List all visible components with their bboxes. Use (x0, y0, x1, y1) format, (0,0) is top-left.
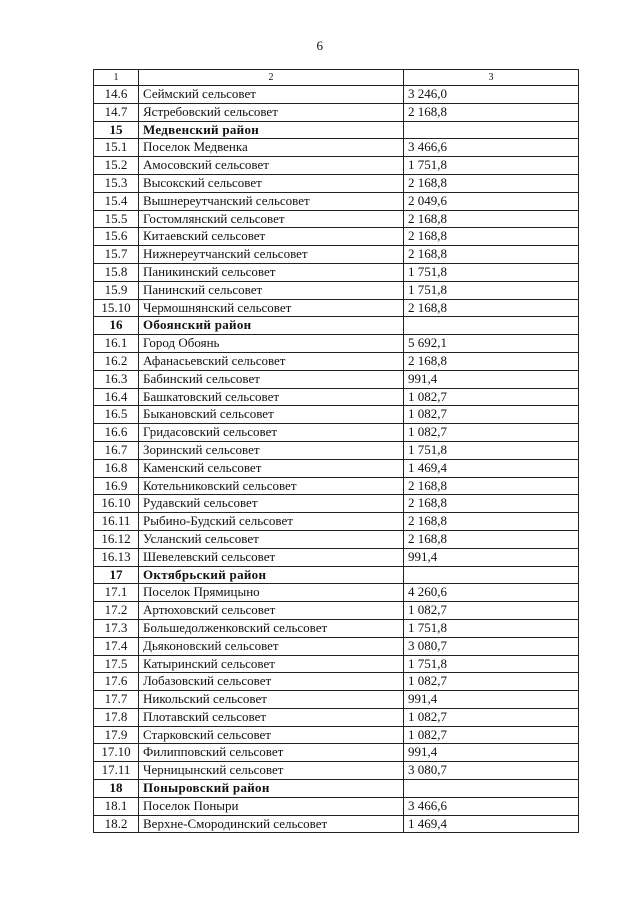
row-number: 15.7 (94, 246, 139, 264)
row-value: 2 168,8 (404, 513, 579, 531)
row-number: 15.5 (94, 210, 139, 228)
table-row (94, 744, 579, 762)
settlement-name: Каменский сельсовет (139, 459, 404, 477)
row-number: 16.13 (94, 548, 139, 566)
table-row (94, 726, 579, 744)
column-header-name: 2 (139, 70, 404, 86)
district-row (94, 317, 579, 335)
row-value: 1 469,4 (404, 815, 579, 833)
column-header-number: 1 (94, 70, 139, 86)
table-row (94, 299, 579, 317)
table-row (94, 548, 579, 566)
settlement-name: Поселок Прямицыно (139, 584, 404, 602)
table-row (94, 637, 579, 655)
row-number: 18.2 (94, 815, 139, 833)
row-number: 18.1 (94, 797, 139, 815)
row-value: 2 168,8 (404, 103, 579, 121)
settlement-name: Бабинский сельсовет (139, 370, 404, 388)
settlement-name: Верхне-Смородинский сельсовет (139, 815, 404, 833)
row-number: 17.1 (94, 584, 139, 602)
row-value: 1 082,7 (404, 673, 579, 691)
row-number: 16.1 (94, 335, 139, 353)
row-number: 16.10 (94, 495, 139, 513)
settlement-name: Гридасовский сельсовет (139, 424, 404, 442)
table-row (94, 174, 579, 192)
row-value: 991,4 (404, 370, 579, 388)
row-value: 2 168,8 (404, 210, 579, 228)
settlement-name: Амосовский сельсовет (139, 157, 404, 175)
table-row (94, 602, 579, 620)
table-row (94, 424, 579, 442)
row-number: 17.2 (94, 602, 139, 620)
settlement-name: Панинский сельсовет (139, 281, 404, 299)
settlement-name: Сеймский сельсовет (139, 86, 404, 104)
table-row (94, 459, 579, 477)
settlement-name: Никольский сельсовет (139, 691, 404, 709)
table-row (94, 86, 579, 104)
row-value: 2 168,8 (404, 477, 579, 495)
table-row (94, 103, 579, 121)
row-number: 15.8 (94, 263, 139, 281)
row-number: 15.6 (94, 228, 139, 246)
settlement-name: Высокский сельсовет (139, 174, 404, 192)
table-body (94, 86, 579, 833)
row-value: 1 082,7 (404, 406, 579, 424)
table-row (94, 691, 579, 709)
settlement-name: Паникинский сельсовет (139, 263, 404, 281)
settlement-name: Шевелевский сельсовет (139, 548, 404, 566)
table-row (94, 210, 579, 228)
row-value: 1 469,4 (404, 459, 579, 477)
row-number: 17.7 (94, 691, 139, 709)
row-value: 1 751,8 (404, 441, 579, 459)
table-row (94, 584, 579, 602)
row-value: 2 168,8 (404, 299, 579, 317)
settlement-name: Зоринский сельсовет (139, 441, 404, 459)
settlement-name: Артюховский сельсовет (139, 602, 404, 620)
district-row (94, 121, 579, 139)
settlement-name: Быкановский сельсовет (139, 406, 404, 424)
row-value: 2 168,8 (404, 228, 579, 246)
row-value: 3 080,7 (404, 762, 579, 780)
settlement-name: Плотавский сельсовет (139, 708, 404, 726)
table-row (94, 655, 579, 673)
row-value: 1 751,8 (404, 281, 579, 299)
row-value: 5 692,1 (404, 335, 579, 353)
district-name: Медвенский район (139, 121, 404, 139)
table-row (94, 157, 579, 175)
row-number: 17.10 (94, 744, 139, 762)
row-number: 16.2 (94, 352, 139, 370)
settlement-name: Рыбино-Будский сельсовет (139, 513, 404, 531)
table-row (94, 513, 579, 531)
row-value (404, 121, 579, 139)
row-number: 16.3 (94, 370, 139, 388)
settlement-name: Котельниковский сельсовет (139, 477, 404, 495)
table-row (94, 246, 579, 264)
row-value: 3 466,6 (404, 139, 579, 157)
row-number: 15.10 (94, 299, 139, 317)
row-value: 2 168,8 (404, 530, 579, 548)
settlement-name: Город Обоянь (139, 335, 404, 353)
settlement-name: Лобазовский сельсовет (139, 673, 404, 691)
table-row (94, 797, 579, 815)
settlement-name: Усланский сельсовет (139, 530, 404, 548)
table-row (94, 619, 579, 637)
table-header-row (94, 70, 579, 86)
district-row (94, 780, 579, 798)
row-value: 991,4 (404, 744, 579, 762)
district-name: Поныровский район (139, 780, 404, 798)
row-value: 2 168,8 (404, 352, 579, 370)
row-value: 3 080,7 (404, 637, 579, 655)
row-value (404, 566, 579, 584)
table-row (94, 370, 579, 388)
table-row (94, 708, 579, 726)
settlement-name: Поселок Медвенка (139, 139, 404, 157)
row-number: 17.11 (94, 762, 139, 780)
column-header-value: 3 (404, 70, 579, 86)
row-number: 15.3 (94, 174, 139, 192)
table-row (94, 139, 579, 157)
settlement-name: Катыринский сельсовет (139, 655, 404, 673)
table-row (94, 352, 579, 370)
table-row (94, 441, 579, 459)
settlement-name: Нижнереутчанский сельсовет (139, 246, 404, 264)
row-number: 17.8 (94, 708, 139, 726)
row-value: 2 168,8 (404, 174, 579, 192)
table-row (94, 192, 579, 210)
district-name: Октябрьский район (139, 566, 404, 584)
table-row (94, 228, 579, 246)
table-row (94, 281, 579, 299)
row-number: 15.4 (94, 192, 139, 210)
row-number: 17 (94, 566, 139, 584)
row-number: 15 (94, 121, 139, 139)
settlement-name: Старковский сельсовет (139, 726, 404, 744)
row-number: 16.9 (94, 477, 139, 495)
row-value: 1 082,7 (404, 726, 579, 744)
row-number: 17.6 (94, 673, 139, 691)
row-number: 17.9 (94, 726, 139, 744)
row-value (404, 780, 579, 798)
row-value: 1 751,8 (404, 263, 579, 281)
table-row (94, 815, 579, 833)
row-number: 16 (94, 317, 139, 335)
district-name: Обоянский район (139, 317, 404, 335)
settlement-name: Филипповский сельсовет (139, 744, 404, 762)
table-row (94, 762, 579, 780)
row-value (404, 317, 579, 335)
settlement-name: Афанасьевский сельсовет (139, 352, 404, 370)
row-number: 16.6 (94, 424, 139, 442)
district-row (94, 566, 579, 584)
row-number: 16.12 (94, 530, 139, 548)
row-number: 15.1 (94, 139, 139, 157)
table-row (94, 495, 579, 513)
settlement-name: Китаевский сельсовет (139, 228, 404, 246)
table-row (94, 673, 579, 691)
settlement-name: Черницынский сельсовет (139, 762, 404, 780)
row-number: 18 (94, 780, 139, 798)
row-number: 17.4 (94, 637, 139, 655)
page-number: 6 (316, 38, 324, 53)
row-value: 1 082,7 (404, 388, 579, 406)
row-number: 17.3 (94, 619, 139, 637)
row-value: 1 082,7 (404, 708, 579, 726)
row-value: 4 260,6 (404, 584, 579, 602)
row-number: 15.2 (94, 157, 139, 175)
settlement-name: Ястребовский сельсовет (139, 103, 404, 121)
row-value: 2 049,6 (404, 192, 579, 210)
row-number: 16.5 (94, 406, 139, 424)
row-value: 991,4 (404, 691, 579, 709)
settlement-name: Башкатовский сельсовет (139, 388, 404, 406)
row-value: 1 751,8 (404, 157, 579, 175)
row-number: 16.11 (94, 513, 139, 531)
row-value: 1 751,8 (404, 655, 579, 673)
row-number: 16.7 (94, 441, 139, 459)
row-number: 14.7 (94, 103, 139, 121)
row-value: 3 466,6 (404, 797, 579, 815)
allocation-table (93, 69, 579, 833)
table-row (94, 477, 579, 495)
row-value: 1 082,7 (404, 424, 579, 442)
table-row (94, 263, 579, 281)
row-value: 3 246,0 (404, 86, 579, 104)
row-number: 16.8 (94, 459, 139, 477)
settlement-name: Большедолженковский сельсовет (139, 619, 404, 637)
settlement-name: Чермошнянский сельсовет (139, 299, 404, 317)
row-number: 14.6 (94, 86, 139, 104)
settlement-name: Гостомлянский сельсовет (139, 210, 404, 228)
settlement-name: Рудавский сельсовет (139, 495, 404, 513)
table-row (94, 530, 579, 548)
row-number: 17.5 (94, 655, 139, 673)
settlement-name: Вышнереутчанский сельсовет (139, 192, 404, 210)
table-row (94, 388, 579, 406)
row-value: 2 168,8 (404, 495, 579, 513)
settlement-name: Дьяконовский сельсовет (139, 637, 404, 655)
table-row (94, 406, 579, 424)
row-value: 2 168,8 (404, 246, 579, 264)
row-number: 16.4 (94, 388, 139, 406)
row-value: 1 082,7 (404, 602, 579, 620)
table-row (94, 335, 579, 353)
settlement-name: Поселок Поныри (139, 797, 404, 815)
row-value: 1 751,8 (404, 619, 579, 637)
row-value: 991,4 (404, 548, 579, 566)
row-number: 15.9 (94, 281, 139, 299)
